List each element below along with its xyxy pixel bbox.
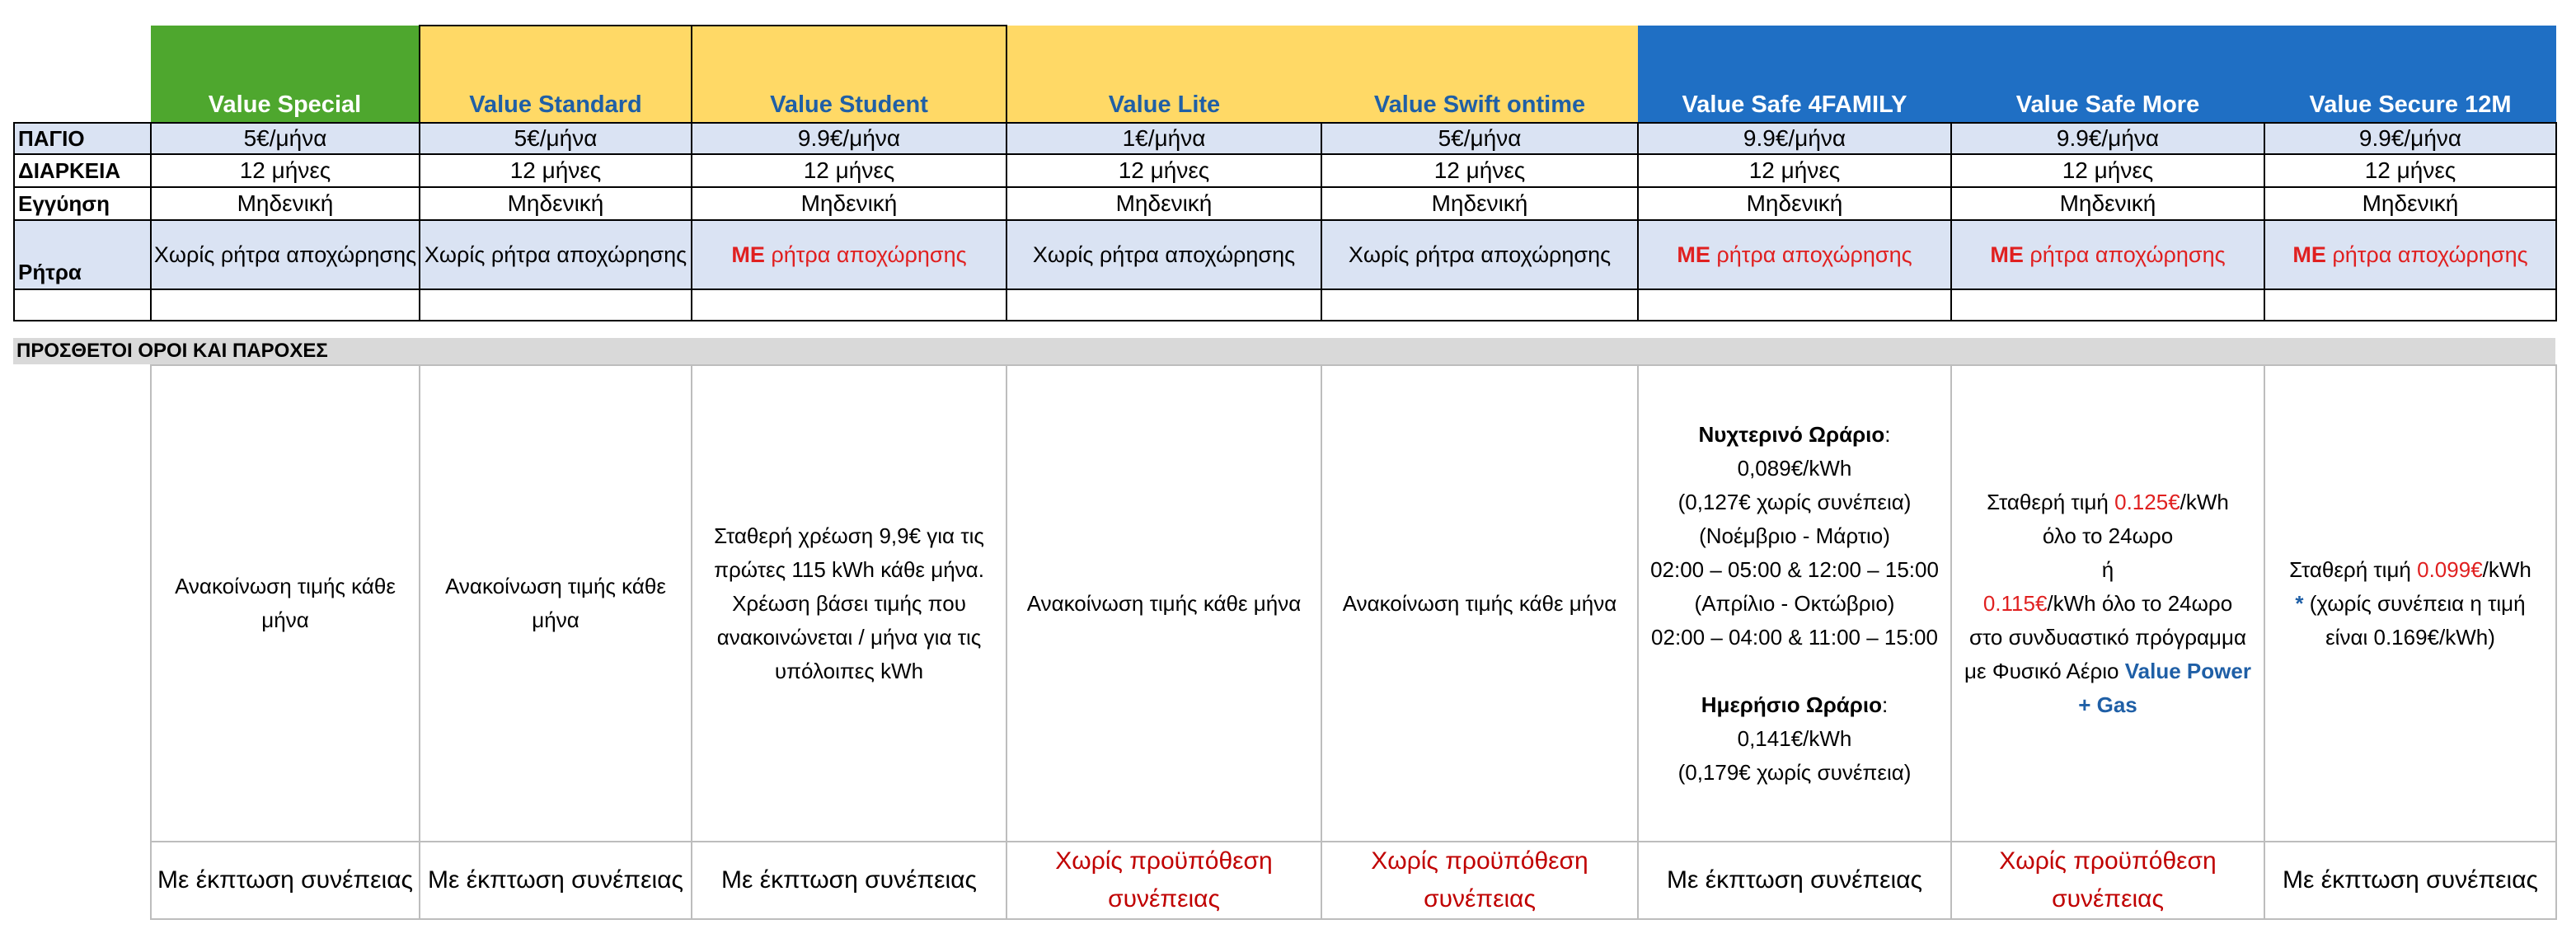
- discount-cell: Χωρίς προϋπόθεση συνέπειας: [1321, 842, 1638, 919]
- fee-cell: 1€/μήνα: [1006, 123, 1321, 154]
- clause-text: Χωρίς ρήτρα αποχώρησης: [153, 242, 417, 267]
- duration-cell: 12 μήνες: [151, 154, 420, 187]
- empty-cell: [1951, 289, 2264, 321]
- duration-cell: 12 μήνες: [1006, 154, 1321, 187]
- value-power-gas-link[interactable]: Value Power + Gas: [2078, 658, 2251, 717]
- discount-cell: Χωρίς προϋπόθεση συνέπειας: [1006, 842, 1321, 919]
- notice-cell: Σταθερή χρέωση 9,9€ για τις πρώτες 115 kWh κάθε μήνα. Χρέωση βάσει τιμής που ανακοινώνεται / μήνα για τις υπόλοιπες kWh: [692, 365, 1006, 842]
- duration-cell: 12 μήνες: [1638, 154, 1951, 187]
- empty-cell: [2264, 289, 2556, 321]
- clause-text: Χωρίς ρήτρα αποχώρησης: [424, 242, 687, 267]
- guarantee-cell: Μηδενική: [1006, 187, 1321, 220]
- safemore-line3: ή: [2101, 556, 2114, 582]
- night-price: 0,089€/kWh: [1737, 455, 1852, 481]
- day-price: 0,141€/kWh: [1737, 725, 1852, 751]
- row-label-duration: ΔΙΑΡΚΕΙΑ: [14, 154, 151, 187]
- secure12m-terms-cell: [2264, 365, 2556, 842]
- guarantee-row: [14, 187, 2556, 220]
- empty-cell: [151, 289, 420, 321]
- terms-table: [150, 364, 2557, 920]
- fee-row: [14, 123, 2556, 154]
- clause-prefix: ΜΕ: [731, 242, 765, 267]
- fee-cell: 9.9€/μήνα: [1638, 123, 1951, 154]
- asterisk-marker: *: [2295, 590, 2304, 616]
- clause-text: ρήτρα αποχώρησης: [771, 242, 967, 267]
- clause-prefix: ΜΕ: [2292, 242, 2326, 267]
- plan-header-value-swift-ontime: Value Swift ontime: [1321, 26, 1638, 123]
- plan-header-value-special: Value Special: [151, 26, 420, 123]
- clause-cell: [2264, 220, 2556, 289]
- clause-prefix: ΜΕ: [1990, 242, 2024, 267]
- discount-cell: Με έκπτωση συνέπειας: [692, 842, 1006, 919]
- safemore-line6-prefix: με Φυσικό Αέριο: [1964, 658, 2119, 683]
- discount-cell: Με έκπτωση συνέπειας: [151, 842, 420, 919]
- duration-cell: 12 μήνες: [2264, 154, 2556, 187]
- fee-cell: 5€/μήνα: [1321, 123, 1638, 154]
- clause-text: ρήτρα αποχώρησης: [2029, 242, 2226, 267]
- secure12m-unit: /kWh: [2482, 556, 2531, 582]
- secure12m-prefix: Σταθερή τιμή: [2289, 556, 2411, 582]
- clause-cell: [1951, 220, 2264, 289]
- safemore-unit: /kWh: [2180, 489, 2229, 514]
- row-label-clause: Ρήτρα: [14, 220, 151, 289]
- guarantee-cell: Μηδενική: [1638, 187, 1951, 220]
- clause-text: Χωρίς ρήτρα αποχώρησης: [1032, 242, 1296, 267]
- empty-cell: [1006, 289, 1321, 321]
- clause-cell: [1006, 220, 1321, 289]
- notice-cell: Ανακοίνωση τιμής κάθε μήνα: [151, 365, 420, 842]
- plan-header-value-standard: Value Standard: [420, 26, 692, 123]
- row-label-fee: ΠΑΓΙΟ: [14, 123, 151, 154]
- empty-cell: [1638, 289, 1951, 321]
- safemore-line1-prefix: Σταθερή τιμή: [1987, 489, 2109, 514]
- duration-cell: 12 μήνες: [1951, 154, 2264, 187]
- plan-header-value-safe-more: Value Safe More: [1951, 26, 2264, 123]
- clause-cell: [151, 220, 420, 289]
- discount-cell: Με έκπτωση συνέπειας: [420, 842, 692, 919]
- discount-row: [151, 842, 2556, 919]
- header-corner: [14, 26, 151, 123]
- notice-cell: Ανακοίνωση τιμής κάθε μήνα: [1006, 365, 1321, 842]
- clause-cell: [1638, 220, 1951, 289]
- duration-cell: 12 μήνες: [420, 154, 692, 187]
- safe4family-terms-cell: Νυχτερινό Ωράριο: 0,089€/kWh (0,127€ χωρίς συνέπεια) (Νοέμβριο - Μάρτιο) 02:00 – 05:00 & 12:00 – 15:00 (Απρίλιο - Οκτώβριο) 02:00 – 04:00 & 11:00 – 15:00 Ημερήσιο Ωράριο: 0,141€/kWh (0,179€ χωρίς συνέπεια): [1638, 365, 1951, 842]
- plan-header-value-safe-4family: Value Safe 4FAMILY: [1638, 26, 1951, 123]
- clause-cell: [692, 220, 1006, 289]
- guarantee-cell: Μηδενική: [420, 187, 692, 220]
- fee-cell: 9.9€/μήνα: [1951, 123, 2264, 154]
- empty-cell: [692, 289, 1006, 321]
- plan-header-row: [14, 26, 2556, 123]
- clause-text: Χωρίς ρήτρα αποχώρησης: [1348, 242, 1612, 267]
- plans-comparison-table: [13, 25, 2557, 321]
- clause-prefix: ΜΕ: [1677, 242, 1710, 267]
- fee-cell: 9.9€/μήνα: [692, 123, 1006, 154]
- guarantee-cell: Μηδενική: [692, 187, 1006, 220]
- plan-header-value-lite: Value Lite: [1006, 26, 1321, 123]
- empty-cell: [14, 289, 151, 321]
- safemore-line2: όλο το 24ωρο: [2042, 523, 2174, 548]
- night-label: Νυχτερινό Ωράριο: [1698, 421, 1885, 447]
- safemore-terms-cell: [1951, 365, 2264, 842]
- clause-cell: [1321, 220, 1638, 289]
- secure12m-note: (χωρίς συνέπεια η τιμή είναι 0.169€/kWh): [2309, 590, 2526, 650]
- duration-row: [14, 154, 2556, 187]
- summer-hours: 02:00 – 04:00 & 11:00 – 15:00: [1651, 624, 1938, 650]
- clause-text: ρήτρα αποχώρησης: [2332, 242, 2528, 267]
- fee-cell: 9.9€/μήνα: [2264, 123, 2556, 154]
- plan-header-value-student: Value Student: [692, 26, 1006, 123]
- day-price-no-discount: (0,179€ χωρίς συνέπεια): [1677, 759, 1912, 785]
- winter-period: (Νοέμβριο - Μάρτιο): [1699, 523, 1890, 548]
- safemore-combo-price: 0.115€: [1982, 590, 2048, 616]
- empty-cell: [1321, 289, 1638, 321]
- notice-cell: Ανακοίνωση τιμής κάθε μήνα: [1321, 365, 1638, 842]
- fee-cell: 5€/μήνα: [151, 123, 420, 154]
- guarantee-cell: Μηδενική: [1321, 187, 1638, 220]
- empty-cell: [420, 289, 692, 321]
- discount-cell: Με έκπτωση συνέπειας: [2264, 842, 2556, 919]
- row-label-guarantee: Εγγύηση: [14, 187, 151, 220]
- guarantee-cell: Μηδενική: [151, 187, 420, 220]
- duration-cell: 12 μήνες: [692, 154, 1006, 187]
- summer-period: (Απρίλιο - Οκτώβριο): [1694, 590, 1895, 616]
- clause-row: [14, 220, 2556, 289]
- section-title: ΠΡΟΣΘΕΤΟΙ ΟΡΟΙ ΚΑΙ ΠΑΡΟΧΕΣ: [13, 338, 2555, 364]
- terms-row: [151, 365, 2556, 842]
- fee-cell: 5€/μήνα: [420, 123, 692, 154]
- discount-cell: Με έκπτωση συνέπειας: [1638, 842, 1951, 919]
- safemore-price: 0.125€: [2114, 489, 2180, 514]
- winter-hours: 02:00 – 05:00 & 12:00 – 15:00: [1650, 556, 1939, 582]
- empty-row: [14, 289, 2556, 321]
- clause-cell: [420, 220, 692, 289]
- guarantee-cell: Μηδενική: [2264, 187, 2556, 220]
- secure12m-price: 0.099€: [2417, 556, 2483, 582]
- duration-cell: 12 μήνες: [1321, 154, 1638, 187]
- night-price-no-discount: (0,127€ χωρίς συνέπεια): [1677, 489, 1912, 514]
- notice-cell: Ανακοίνωση τιμής κάθε μήνα: [420, 365, 692, 842]
- day-label: Ημερήσιο Ωράριο: [1701, 692, 1882, 717]
- discount-cell: Χωρίς προϋπόθεση συνέπειας: [1951, 842, 2264, 919]
- plan-header-value-secure-12m: Value Secure 12M: [2264, 26, 2556, 123]
- clause-text: ρήτρα αποχώρησης: [1716, 242, 1912, 267]
- guarantee-cell: Μηδενική: [1951, 187, 2264, 220]
- safemore-line4-rest: /kWh όλο το 24ωρο: [2047, 590, 2233, 616]
- safemore-line5: στο συνδυαστικό πρόγραμμα: [1968, 624, 2247, 650]
